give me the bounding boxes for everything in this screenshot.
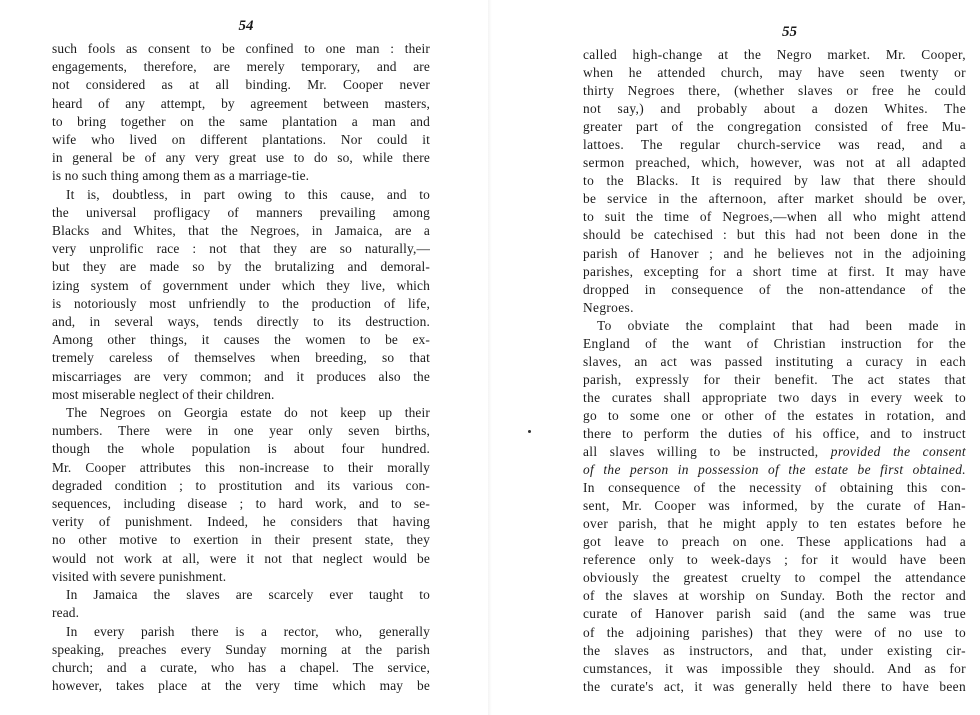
text-run: should be catechised : but this had not been done in the xyxy=(583,227,966,243)
text-line xyxy=(52,659,430,677)
text-run: izing system of government under which they live, which xyxy=(52,277,430,293)
text-run: The Negroes on Georgia estate do not keep up their xyxy=(66,405,430,421)
text-run: be service in the afternoon, after market should be over, xyxy=(583,191,966,207)
text-run: Blacks and Whites, that the Negroes, in Jamaica, are a xyxy=(52,223,430,239)
text-line xyxy=(52,404,430,422)
text-run: verity of punishment. Indeed, he considers that having xyxy=(52,514,430,530)
text-run: It is, doubtless, in part owing to this cause, and to xyxy=(66,186,430,202)
text-line xyxy=(583,371,966,389)
text-run: sent, Mr. Cooper was informed, by the curate of Han- xyxy=(583,498,966,514)
text-line xyxy=(52,623,430,641)
text-run: most miserable neglect of their children. xyxy=(52,386,275,402)
text-line xyxy=(583,569,966,587)
text-run: lattoes. The regular church-service was read, and a xyxy=(583,137,966,153)
text-line xyxy=(52,240,430,258)
text-line xyxy=(52,386,430,404)
page-gutter xyxy=(488,0,492,715)
text-line xyxy=(52,40,430,58)
text-run: all slaves willing to be instructed, xyxy=(583,444,831,460)
text-line xyxy=(583,46,966,64)
text-line xyxy=(52,586,430,604)
text-line xyxy=(52,222,430,240)
text-run: England of the want of Christian instruction for the xyxy=(583,335,966,351)
text-run: to bring together on the same plantation a man and xyxy=(52,113,430,129)
text-line xyxy=(583,82,966,100)
text-line xyxy=(583,263,966,281)
text-run: engagements, therefore, are merely temporary, and are xyxy=(52,59,430,75)
text-line xyxy=(583,425,966,443)
text-run: heard of any attempt, by agreement between masters, xyxy=(52,95,430,111)
text-run: sequences, including disease ; to hard work, and to se- xyxy=(52,496,430,512)
text-line xyxy=(52,76,430,94)
text-run: To obviate the complaint that had been made in xyxy=(597,317,966,333)
text-run: thirty Negroes there, (whether slaves or free he could xyxy=(583,83,966,99)
text-run: tremely careless of themselves when breeding, so that xyxy=(52,350,430,366)
text-run: when he attended church, may have seen twenty or xyxy=(583,65,966,81)
text-run: is no such thing among them as a marriage-tie. xyxy=(52,168,310,184)
text-line xyxy=(583,605,966,623)
text-line xyxy=(583,317,966,335)
text-line xyxy=(583,245,966,263)
page-number-right: 55 xyxy=(782,24,797,40)
text-line xyxy=(52,204,430,222)
text-line xyxy=(583,551,966,569)
text-run: greater part of the congregation consisted of free Mu- xyxy=(583,119,966,135)
text-line xyxy=(52,477,430,495)
text-line xyxy=(583,299,966,317)
text-run: go to some one or other of the estates in rotation, and xyxy=(583,407,966,423)
text-line xyxy=(583,533,966,551)
text-run: miscarriages are very common; and it produces also the xyxy=(52,368,430,384)
text-run: in general be of any very great use to do so, while there xyxy=(52,150,430,166)
text-line xyxy=(52,440,430,458)
text-run: curate of Hanover parish said (and the same was true xyxy=(583,606,966,622)
text-run: obviously the greatest cruelty to compel the attendance xyxy=(583,570,966,586)
text-line xyxy=(52,149,430,167)
text-line xyxy=(583,172,966,190)
text-line xyxy=(583,389,966,407)
text-line xyxy=(583,190,966,208)
text-line xyxy=(52,258,430,276)
text-line xyxy=(52,568,430,586)
text-run: to suit the time of Negroes,—when all who might attend xyxy=(583,209,966,225)
text-line xyxy=(52,641,430,659)
text-line xyxy=(583,642,966,660)
text-line xyxy=(52,368,430,386)
text-run: church; and a curate, who has a chapel. The service, xyxy=(52,659,430,675)
text-run: such fools as consent to be confined to one man : their xyxy=(52,41,430,56)
text-line xyxy=(52,459,430,477)
text-line xyxy=(583,407,966,425)
text-line xyxy=(52,550,430,568)
text-line xyxy=(52,186,430,204)
text-line xyxy=(583,678,966,696)
italic-run: of the person in possession of the estate be first obtained. xyxy=(583,462,966,478)
text-run: visited with severe punishment. xyxy=(52,568,227,584)
text-line xyxy=(583,479,966,497)
text-line xyxy=(52,495,430,513)
text-run: the slaves as instructors, and that, under existing cir- xyxy=(583,642,966,658)
text-run: over parish, that he might apply to ten estates before he xyxy=(583,516,966,532)
text-run: there to perform the duties of his office, and to instruct xyxy=(583,425,966,441)
text-line xyxy=(52,313,430,331)
text-run: speaking, preaches every Sunday morning at the parish xyxy=(52,641,430,657)
text-line xyxy=(583,118,966,136)
text-line xyxy=(52,513,430,531)
text-run: degraded condition ; to prostitution and its various con- xyxy=(52,477,430,493)
text-line xyxy=(52,58,430,76)
text-run: got leave to preach on one. These applications had a xyxy=(583,534,966,550)
text-run: Negroes. xyxy=(583,299,634,315)
text-run: In Jamaica the slaves are scarcely ever taught to xyxy=(66,587,430,603)
text-run: the curate's act, it was generally held there to have been xyxy=(583,678,966,694)
text-run: would not work at all, were it not that neglect would be xyxy=(52,550,430,566)
text-run: Mr. Cooper attributes this non-increase to their morally xyxy=(52,459,430,475)
text-line xyxy=(583,281,966,299)
text-run: to the Blacks. It is required by law that there should xyxy=(583,173,966,189)
page-number-left: 54 xyxy=(238,18,254,34)
text-run: but they are made so by the brutalizing and demoral- xyxy=(52,259,430,275)
text-run: sermon preached, which, however, was not at all adapted xyxy=(583,155,966,171)
text-line xyxy=(583,136,966,154)
text-run: the curates shall appropriate two days in every week to xyxy=(583,389,966,405)
text-line xyxy=(52,131,430,149)
text-line xyxy=(52,277,430,295)
text-run: cumstances, it was impossible they should. And as for xyxy=(583,660,966,676)
text-line xyxy=(583,353,966,371)
text-line xyxy=(52,95,430,113)
italic-run: provided the consent xyxy=(830,444,967,460)
text-line xyxy=(583,100,966,118)
right-page xyxy=(490,0,980,715)
text-line xyxy=(583,660,966,678)
left-page-text xyxy=(52,40,430,695)
text-line xyxy=(52,604,430,622)
ink-speck xyxy=(528,430,531,433)
text-line xyxy=(52,677,430,695)
text-line xyxy=(583,587,966,605)
text-run: In every parish there is a rector, who, generally xyxy=(66,623,430,639)
text-run: not say,) and probably about a dozen Whites. The xyxy=(583,101,966,117)
text-line xyxy=(583,497,966,515)
text-line xyxy=(52,349,430,367)
text-run: parishes, excepting for a short time at first. It may have xyxy=(583,263,966,279)
text-line xyxy=(583,335,966,353)
text-run: very unprolific race : not that they are so naturally,— xyxy=(52,241,430,257)
text-run: is notoriously most unfriendly to the production of life, xyxy=(52,295,430,311)
text-run: of the slaves at worship on Sunday. Both the rector and xyxy=(583,588,966,604)
text-run: reference only to week-days ; for it would have been xyxy=(583,552,966,568)
text-line xyxy=(583,226,966,244)
text-run: parish, expressly for their benefit. The act states that xyxy=(583,371,966,387)
text-run: read. xyxy=(52,605,80,621)
text-run: Among other things, it causes the women to be ex- xyxy=(52,332,430,348)
text-run: dropped in consequence of the non-attendance of the xyxy=(583,281,966,297)
text-run: wife who lived on different plantations. Nor could it xyxy=(52,132,430,148)
text-run: though the whole population is about four hundred. xyxy=(52,441,430,457)
text-line xyxy=(583,461,966,479)
text-run: no other motive to exertion in their present state, they xyxy=(52,532,430,548)
text-line xyxy=(583,64,966,82)
text-line xyxy=(52,113,430,131)
text-line xyxy=(52,422,430,440)
text-line xyxy=(583,515,966,533)
text-run: not considered as at all binding. Mr. Cooper never xyxy=(52,77,430,93)
text-line xyxy=(52,167,430,185)
text-line xyxy=(583,208,966,226)
text-run: and, in several ways, tends directly to its destruction. xyxy=(52,314,430,330)
text-line xyxy=(52,531,430,549)
text-run: of the adjoining parishes) that they were of no use to xyxy=(583,624,966,640)
text-run: however, takes place at the very time which may be xyxy=(52,678,430,694)
text-line xyxy=(583,443,966,461)
text-line xyxy=(583,154,966,172)
text-line xyxy=(52,295,430,313)
text-run: numbers. There were in one year only seven births, xyxy=(52,423,430,439)
right-page-text xyxy=(583,46,966,696)
text-run: slaves, an act was passed instituting a curacy in each xyxy=(583,353,966,369)
text-run: called high-change at the Negro market. Mr. Cooper, xyxy=(583,47,966,62)
text-run: parish of Hanover ; and he believes not in the adjoining xyxy=(583,245,966,261)
text-run: the universal profligacy of manners prevailing among xyxy=(52,204,430,220)
text-line xyxy=(52,331,430,349)
text-run: In consequence of the necessity of obtaining this con- xyxy=(583,480,966,496)
text-line xyxy=(583,624,966,642)
